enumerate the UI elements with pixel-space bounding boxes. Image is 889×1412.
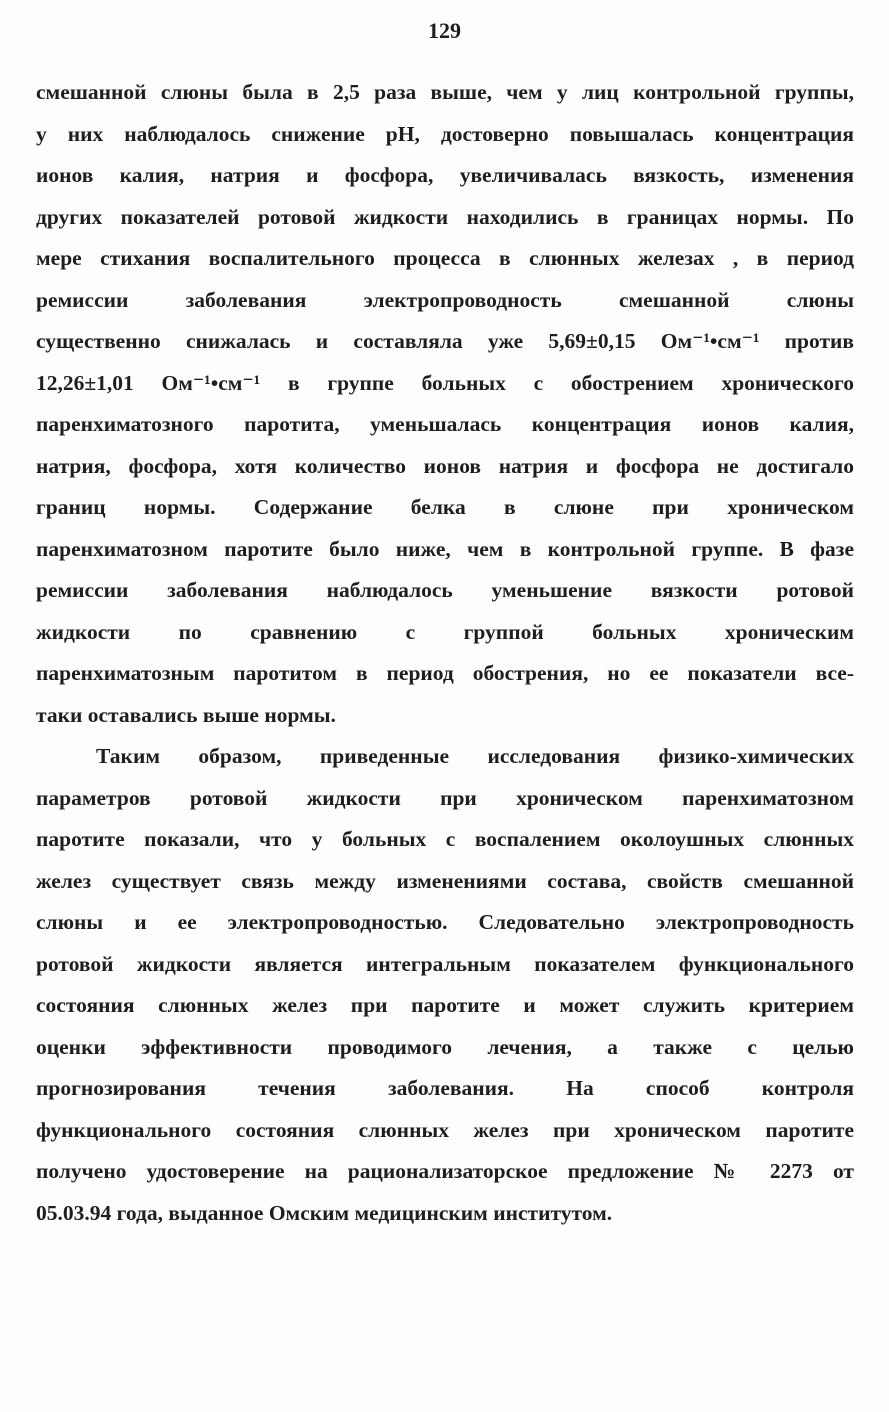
text-line: функционального состояния слюнных желез при хроническом паротите xyxy=(36,1117,854,1142)
text-line: Таким образом, приведенные исследования физико-химических xyxy=(96,744,854,768)
text-line: смешанной слюны была в 2,5 раза выше, чем у лиц контрольной группы, xyxy=(36,80,854,104)
text-line: ремиссии заболевания электропроводность смешанной слюны xyxy=(36,287,854,312)
text-line: получено удостоверение на рационализаторское предложение № 2273 от xyxy=(36,1159,854,1183)
text-line: таки оставались выше нормы. xyxy=(36,702,336,727)
paragraph-2 xyxy=(36,736,854,1234)
text-line: натрия, фосфора, хотя количество ионов натрия и фосфора не достигало xyxy=(36,453,854,478)
text-line: границ нормы. Содержание белка в слюне при хроническом xyxy=(36,495,854,519)
text-line: 05.03.94 года, выданное Омским медицинским институтом. xyxy=(36,1200,613,1225)
text-line: паренхиматозном паротите было ниже, чем в контрольной группе. В фазе xyxy=(36,536,854,561)
text-line: ремиссии заболевания наблюдалось уменьшение вязкости ротовой xyxy=(36,578,854,602)
text-line: ионов калия, натрия и фосфора, увеличивалась вязкость, изменения xyxy=(36,163,854,187)
text-line: паренхиматозным паротитом в период обострения, но ее показатели все- xyxy=(36,661,854,685)
text-line: слюны и ее электропроводностью. Следовательно электропроводность xyxy=(36,910,854,934)
paragraph-1 xyxy=(36,72,854,736)
text-line: ротовой жидкости является интегральным показателем функционального xyxy=(36,951,854,976)
text-line: паренхиматозного паротита, уменьшалась концентрация ионов калия, xyxy=(36,412,854,436)
text-line: параметров ротовой жидкости при хроническом паренхиматозном xyxy=(36,785,854,810)
text-line: 12,26±1,01 Ом⁻¹•см⁻¹ в группе больных с обострением хронического xyxy=(36,370,854,395)
page-number: 129 xyxy=(428,18,461,43)
text-line: оценки эффективности проводимого лечения, а также с целью xyxy=(36,1034,854,1059)
text-line: существенно снижалась и составляла уже 5,69±0,15 Ом⁻¹•см⁻¹ против xyxy=(36,329,854,353)
text-line: у них наблюдалось снижение pH, достоверно повышалась концентрация xyxy=(36,121,854,146)
text-line: паротите показали, что у больных с воспалением околоушных слюнных xyxy=(36,827,854,851)
text-line: жидкости по сравнению с группой больных хроническим xyxy=(36,619,854,644)
document-body xyxy=(36,72,854,1234)
text-line: мере стихания воспалительного процесса в слюнных железах , в период xyxy=(36,246,854,270)
text-line: состояния слюнных желез при паротите и может служить критерием xyxy=(36,993,854,1017)
text-line: других показателей ротовой жидкости находились в границах нормы. По xyxy=(36,204,854,229)
text-line: желез существует связь между изменениями состава, свойств смешанной xyxy=(36,868,854,893)
text-line: прогнозирования течения заболевания. На способ контроля xyxy=(36,1076,854,1100)
